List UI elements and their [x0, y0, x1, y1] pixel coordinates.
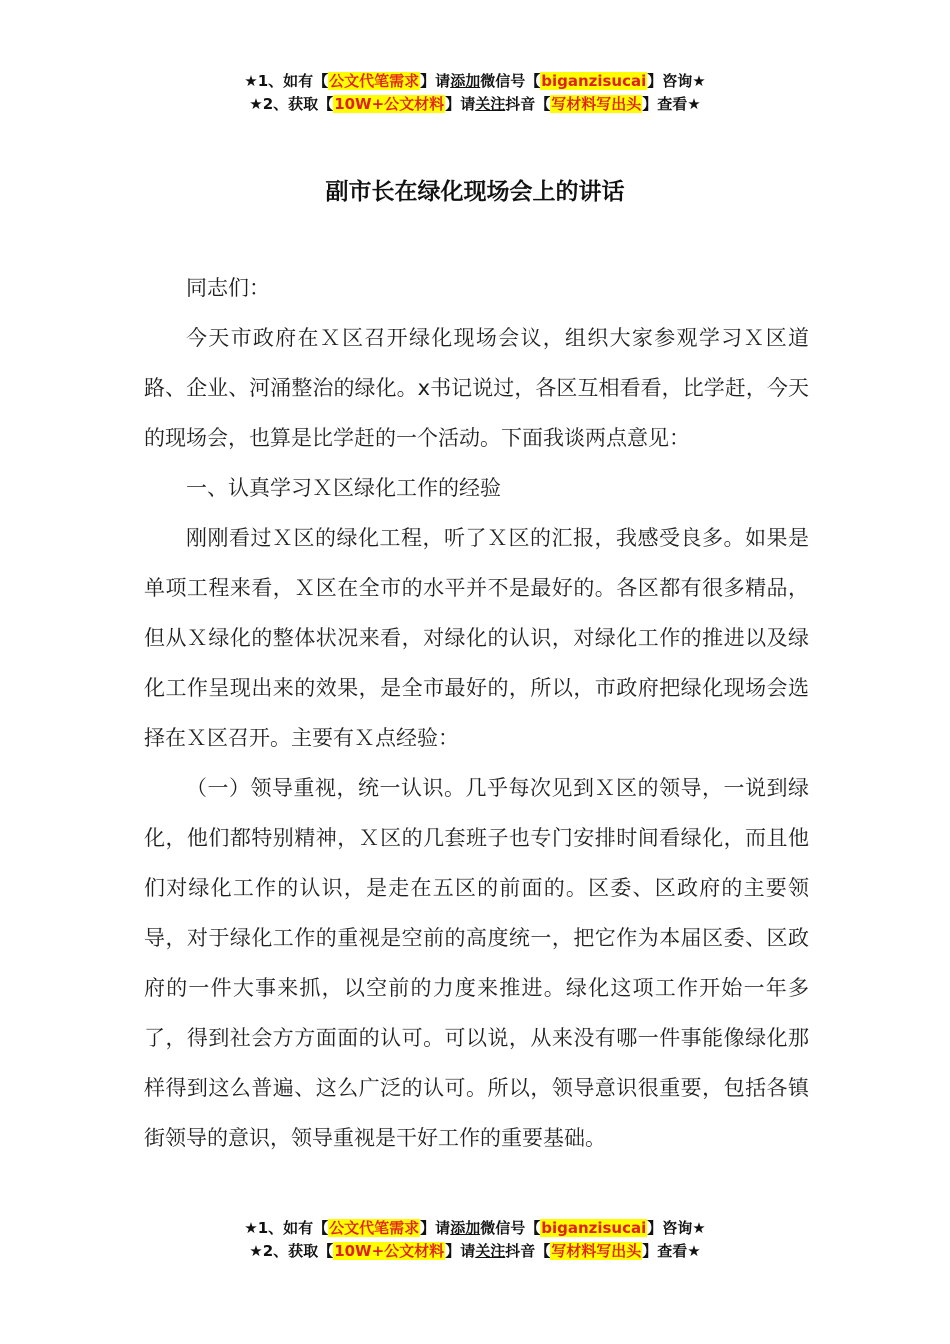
promo-highlight-wechat-id: biganzisucai: [541, 72, 647, 90]
promo-text: ★1、如有【: [244, 1219, 329, 1237]
promo-text: 】查看★: [642, 1242, 701, 1260]
promo-emphasis: 添加: [450, 1219, 481, 1237]
footer-promo-banner: [0, 1217, 950, 1263]
promo-text: ★2、获取【: [249, 95, 334, 113]
body-paragraph: （一）领导重视，统一认识。几乎每次见到Ｘ区的领导，一说到绿化，他们都特别精神，Ｘ区的几套班子也专门安排时间看绿化，而且他们对绿化工作的认识，是走在五区的前面的。区委、区政府的主要领导，对于绿化工作的重视是空前的高度统一，把它作为本届区委、区政府的一件大事来抓，以空前的力度来推进。绿化这项工作开始一年多了，得到社会方方面面的认可。可以说，从来没有哪一件事能像绿化那样得到这么普遍、这么广泛的认可。所以，领导意识很重要，包括各镇街领导的意识，领导重视是干好工作的重要基础。: [144, 776, 809, 1150]
promo-highlight: 10W+公文材料: [334, 1242, 445, 1260]
promo-highlight: 公文代笔需求: [329, 1219, 420, 1237]
promo-text: 】请: [445, 1242, 476, 1260]
body-paragraph: 今天市政府在Ｘ区召开绿化现场会议，组织大家参观学习Ｘ区道路、企业、河涌整治的绿化。x书记说过，各区互相看看，比学赶，今天的现场会，也算是比学赶的一个活动。下面我谈两点意见：: [144, 326, 809, 450]
promo-text: 】查看★: [642, 95, 701, 113]
promo-line-2: [0, 93, 950, 116]
promo-line-2: [0, 1240, 950, 1263]
promo-text: 抖音【: [505, 95, 551, 113]
promo-text: 】请: [420, 1219, 451, 1237]
promo-text: 】请: [420, 72, 451, 90]
promo-text: ★1、如有【: [244, 72, 329, 90]
promo-emphasis: 关注: [475, 1242, 506, 1260]
header-promo-banner: [0, 70, 950, 116]
promo-text: 抖音【: [505, 1242, 551, 1260]
promo-text: 】咨询★: [647, 1219, 706, 1237]
promo-text: 微信号【: [480, 72, 541, 90]
promo-highlight-douyin-id: 写材料写出头: [551, 1242, 642, 1260]
document-body: [144, 263, 809, 1163]
promo-line-1: [0, 1217, 950, 1240]
promo-text: ★2、获取【: [249, 1242, 334, 1260]
promo-text: 微信号【: [480, 1219, 541, 1237]
body-paragraph: 刚刚看过Ｘ区的绿化工程，听了Ｘ区的汇报，我感受良多。如果是单项工程来看，Ｘ区在全市的水平并不是最好的。各区都有很多精品，但从Ｘ绿化的整体状况来看，对绿化的认识，对绿化工作的推进以及绿化工作呈现出来的效果，是全市最好的，所以，市政府把绿化现场会选择在Ｘ区召开。主要有Ｘ点经验：: [144, 526, 809, 750]
promo-highlight: 公文代笔需求: [329, 72, 420, 90]
promo-highlight-douyin-id: 写材料写出头: [551, 95, 642, 113]
promo-emphasis: 关注: [475, 95, 506, 113]
promo-emphasis: 添加: [450, 72, 481, 90]
promo-highlight: 10W+公文材料: [334, 95, 445, 113]
promo-text: 】请: [445, 95, 476, 113]
salutation: 同志们：: [186, 276, 270, 300]
promo-text: 】咨询★: [647, 72, 706, 90]
document-title: 副市长在绿化现场会上的讲话: [325, 179, 625, 205]
promo-line-1: [0, 70, 950, 93]
section-heading: 一、认真学习Ｘ区绿化工作的经验: [186, 476, 501, 500]
promo-highlight-wechat-id: biganzisucai: [541, 1219, 647, 1237]
